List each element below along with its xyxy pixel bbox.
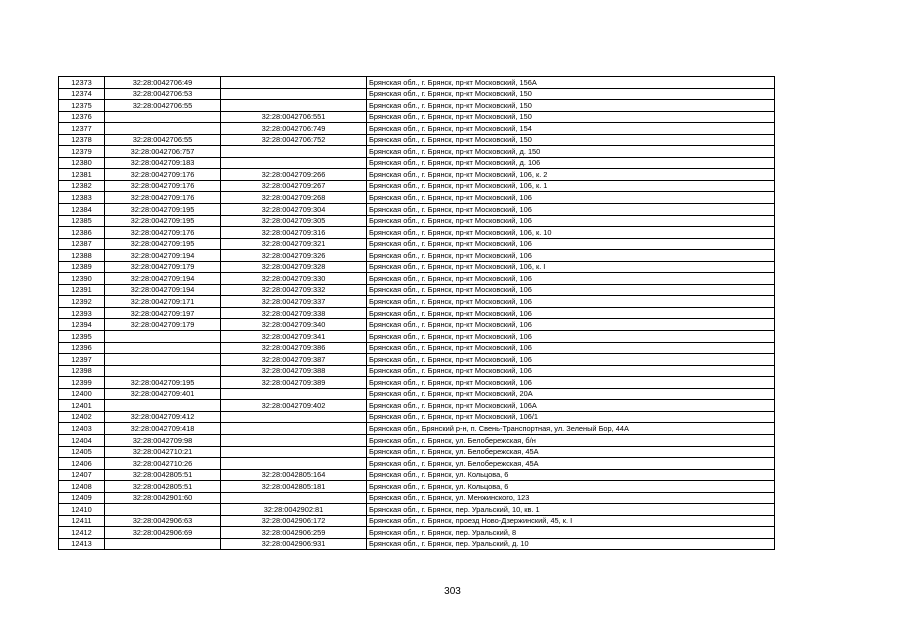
cadastral-number-cell: 32:28:0042709:176 [105,169,221,181]
row-number-cell: 12404 [59,434,105,446]
address-cell: Брянская обл., г. Брянск, пр-кт Московский, 150 [367,100,775,112]
table-row [59,434,775,446]
table-row [59,319,775,331]
cadastral-number-2-cell: 32:28:0042706:752 [221,134,367,146]
address-cell: Брянская обл., г. Брянск, пр-кт Московский, 106 [367,192,775,204]
cadastral-number-2-cell: 32:28:0042709:328 [221,261,367,273]
table-row [59,411,775,423]
cadastral-number-2-cell: 32:28:0042906:259 [221,527,367,539]
cadastral-number-2-cell [221,146,367,158]
cadastral-number-cell [105,111,221,123]
row-number-cell: 12385 [59,215,105,227]
address-cell: Брянская обл., г. Брянск, ул. Белобережская, б/н [367,434,775,446]
table-row [59,515,775,527]
table-row [59,423,775,435]
cadastral-number-cell: 32:28:0042706:55 [105,100,221,112]
cadastral-number-2-cell: 32:28:0042709:316 [221,227,367,239]
table-row [59,400,775,412]
address-cell: Брянская обл., г. Брянск, пер. Уральский, д. 10 [367,538,775,550]
row-number-cell: 12399 [59,377,105,389]
cadastral-number-cell: 32:28:0042706:757 [105,146,221,158]
row-number-cell: 12377 [59,123,105,135]
cadastral-number-2-cell: 32:28:0042709:388 [221,365,367,377]
row-number-cell: 12382 [59,180,105,192]
row-number-cell: 12384 [59,204,105,216]
cadastral-number-2-cell [221,100,367,112]
table-row [59,180,775,192]
cadastral-number-cell: 32:28:0042709:179 [105,319,221,331]
table-row [59,377,775,389]
table-row [59,446,775,458]
cadastral-number-2-cell: 32:28:0042902:81 [221,504,367,516]
address-cell: Брянская обл., г. Брянск, пр-кт Московский, 106 [367,319,775,331]
cadastral-number-cell: 32:28:0042709:98 [105,434,221,446]
cadastral-number-cell: 32:28:0042906:69 [105,527,221,539]
row-number-cell: 12375 [59,100,105,112]
cadastral-number-2-cell [221,492,367,504]
cadastral-number-2-cell: 32:28:0042906:172 [221,515,367,527]
cadastral-number-2-cell [221,446,367,458]
table-row [59,123,775,135]
row-number-cell: 12391 [59,284,105,296]
table-row [59,504,775,516]
cadastral-number-cell: 32:28:0042709:195 [105,204,221,216]
row-number-cell: 12396 [59,342,105,354]
address-cell: Брянская обл., г. Брянск, пр-кт Московский, 154 [367,123,775,135]
address-cell: Брянская обл., г. Брянск, пр-кт Московский, 150 [367,134,775,146]
table-row [59,261,775,273]
address-cell: Брянская обл., г. Брянск, пр-кт Московский, д. 150 [367,146,775,158]
cadastral-number-cell: 32:28:0042709:171 [105,296,221,308]
address-cell: Брянская обл., г. Брянск, пр-кт Московский, 106 [367,238,775,250]
table-row [59,134,775,146]
address-cell: Брянская обл., г. Брянск, пр-кт Московский, 106, к. 2 [367,169,775,181]
address-cell: Брянская обл., г. Брянск, пр-кт Московский, 106 [367,307,775,319]
cadastral-number-2-cell: 32:28:0042709:386 [221,342,367,354]
cadastral-number-2-cell [221,458,367,470]
row-number-cell: 12392 [59,296,105,308]
table-row [59,481,775,493]
table-row [59,354,775,366]
cadastral-number-2-cell [221,411,367,423]
address-cell: Брянская обл., г. Брянск, пр-кт Московский, 20А [367,388,775,400]
row-number-cell: 12388 [59,250,105,262]
cadastral-number-2-cell: 32:28:0042709:338 [221,307,367,319]
row-number-cell: 12389 [59,261,105,273]
address-cell: Брянская обл., г. Брянск, пр-кт Московский, 106 [367,250,775,262]
address-cell: Брянская обл., г. Брянск, пр-кт Московский, д. 106 [367,157,775,169]
row-number-cell: 12387 [59,238,105,250]
cadastral-number-cell: 32:28:0042706:53 [105,88,221,100]
address-cell: Брянская обл., г. Брянск, пр-кт Московский, 106, к. 1 [367,180,775,192]
row-number-cell: 12409 [59,492,105,504]
cadastral-number-cell [105,538,221,550]
cadastral-number-cell: 32:28:0042709:195 [105,215,221,227]
table-row [59,238,775,250]
address-cell: Брянская обл., г. Брянск, пер. Уральский, 10, кв. 1 [367,504,775,516]
page-number: 303 [444,586,461,597]
address-cell: Брянская обл., г. Брянск, ул. Кольцова, 6 [367,469,775,481]
row-number-cell: 12373 [59,77,105,89]
table-row [59,77,775,89]
cadastral-number-cell: 32:28:0042710:26 [105,458,221,470]
cadastral-number-cell: 32:28:0042709:194 [105,250,221,262]
cadastral-number-2-cell: 32:28:0042709:326 [221,250,367,262]
address-cell: Брянская обл., г. Брянск, ул. Белобережская, 45А [367,458,775,470]
cadastral-number-cell: 32:28:0042709:412 [105,411,221,423]
cadastral-number-cell: 32:28:0042709:194 [105,284,221,296]
table-row [59,296,775,308]
row-number-cell: 12401 [59,400,105,412]
table-row [59,215,775,227]
address-cell: Брянская обл., г. Брянск, пр-кт Московский, 106 [367,331,775,343]
cadastral-number-cell [105,123,221,135]
cadastral-number-cell: 32:28:0042805:51 [105,481,221,493]
table-row [59,365,775,377]
row-number-cell: 12407 [59,469,105,481]
table-row [59,284,775,296]
row-number-cell: 12394 [59,319,105,331]
table-row [59,250,775,262]
table-row [59,157,775,169]
cadastral-number-cell: 32:28:0042709:194 [105,273,221,285]
row-number-cell: 12408 [59,481,105,493]
address-cell: Брянская обл., г. Брянск, пр-кт Московский, 106 [367,354,775,366]
table-row [59,192,775,204]
row-number-cell: 12406 [59,458,105,470]
address-cell: Брянская обл., г. Брянск, пр-кт Московский, 150 [367,88,775,100]
cadastral-number-2-cell: 32:28:0042709:268 [221,192,367,204]
row-number-cell: 12398 [59,365,105,377]
cadastral-number-cell: 32:28:0042709:195 [105,238,221,250]
table-row [59,169,775,181]
row-number-cell: 12411 [59,515,105,527]
cadastral-number-2-cell [221,77,367,89]
address-cell: Брянская обл., г. Брянск, пр-кт Московский, 106/1 [367,411,775,423]
row-number-cell: 12403 [59,423,105,435]
table-row [59,492,775,504]
row-number-cell: 12390 [59,273,105,285]
cadastral-number-cell: 32:28:0042709:179 [105,261,221,273]
row-number-cell: 12402 [59,411,105,423]
cadastral-number-2-cell: 32:28:0042709:267 [221,180,367,192]
row-number-cell: 12400 [59,388,105,400]
cadastral-table [58,76,775,550]
address-cell: Брянская обл., г. Брянск, пер. Уральский, 8 [367,527,775,539]
cadastral-number-cell [105,331,221,343]
cadastral-number-cell: 32:28:0042709:418 [105,423,221,435]
cadastral-number-cell: 32:28:0042709:183 [105,157,221,169]
address-cell: Брянская обл., г. Брянск, пр-кт Московский, 106, к. 10 [367,227,775,239]
cadastral-number-2-cell: 32:28:0042709:266 [221,169,367,181]
cadastral-number-cell [105,365,221,377]
address-cell: Брянская обл., г. Брянск, ул. Белобережская, 45А [367,446,775,458]
table-row [59,204,775,216]
cadastral-number-cell [105,504,221,516]
table-row [59,307,775,319]
cadastral-number-2-cell [221,434,367,446]
cadastral-number-cell [105,354,221,366]
cadastral-number-2-cell: 32:28:0042709:337 [221,296,367,308]
row-number-cell: 12412 [59,527,105,539]
cadastral-number-cell: 32:28:0042710:21 [105,446,221,458]
address-cell: Брянская обл., г. Брянск, пр-кт Московский, 106 [367,296,775,308]
cadastral-number-2-cell: 32:28:0042906:931 [221,538,367,550]
row-number-cell: 12381 [59,169,105,181]
cadastral-number-2-cell: 32:28:0042709:387 [221,354,367,366]
cadastral-number-2-cell: 32:28:0042805:164 [221,469,367,481]
address-cell: Брянская обл., г. Брянск, пр-кт Московский, 106, к. I [367,261,775,273]
cadastral-number-cell [105,342,221,354]
row-number-cell: 12393 [59,307,105,319]
cadastral-number-2-cell: 32:28:0042709:402 [221,400,367,412]
table-row [59,469,775,481]
cadastral-number-2-cell: 32:28:0042709:321 [221,238,367,250]
cadastral-number-2-cell [221,388,367,400]
address-cell: Брянская обл., г. Брянск, пр-кт Московский, 156А [367,77,775,89]
table-row [59,273,775,285]
row-number-cell: 12386 [59,227,105,239]
cadastral-number-cell: 32:28:0042709:195 [105,377,221,389]
row-number-cell: 12380 [59,157,105,169]
address-cell: Брянская обл., г. Брянск, пр-кт Московский, 106 [367,284,775,296]
row-number-cell: 12395 [59,331,105,343]
cadastral-number-2-cell: 32:28:0042709:332 [221,284,367,296]
address-cell: Брянская обл., г. Брянск, ул. Кольцова, 6 [367,481,775,493]
row-number-cell: 12410 [59,504,105,516]
table-row [59,538,775,550]
table-row [59,100,775,112]
cadastral-number-2-cell [221,423,367,435]
cadastral-number-cell: 32:28:0042709:197 [105,307,221,319]
cadastral-table-body [59,77,775,550]
cadastral-number-cell: 32:28:0042709:401 [105,388,221,400]
table-row [59,388,775,400]
table-row [59,111,775,123]
row-number-cell: 12379 [59,146,105,158]
cadastral-number-2-cell: 32:28:0042709:330 [221,273,367,285]
table-row [59,458,775,470]
cadastral-number-cell: 32:28:0042706:55 [105,134,221,146]
cadastral-number-2-cell [221,157,367,169]
row-number-cell: 12405 [59,446,105,458]
table-row [59,342,775,354]
row-number-cell: 12376 [59,111,105,123]
row-number-cell: 12378 [59,134,105,146]
address-cell: Брянская обл., г. Брянск, пр-кт Московский, 106 [367,204,775,216]
cadastral-number-cell: 32:28:0042906:63 [105,515,221,527]
address-cell: Брянская обл., г. Брянск, пр-кт Московский, 106А [367,400,775,412]
address-cell: Брянская обл., г. Брянск, пр-кт Московский, 106 [367,342,775,354]
table-row [59,146,775,158]
address-cell: Брянская обл., Брянский р-н, п. Свень-Транспортная, ул. Зеленый Бор, 44А [367,423,775,435]
table-row [59,527,775,539]
cadastral-number-cell: 32:28:0042901:60 [105,492,221,504]
cadastral-number-cell: 32:28:0042805:51 [105,469,221,481]
cadastral-number-cell: 32:28:0042709:176 [105,192,221,204]
row-number-cell: 12397 [59,354,105,366]
cadastral-number-cell [105,400,221,412]
row-number-cell: 12383 [59,192,105,204]
cadastral-number-2-cell: 32:28:0042709:389 [221,377,367,389]
address-cell: Брянская обл., г. Брянск, пр-кт Московский, 106 [367,215,775,227]
cadastral-number-2-cell: 32:28:0042709:340 [221,319,367,331]
cadastral-number-cell: 32:28:0042706:49 [105,77,221,89]
cadastral-number-2-cell: 32:28:0042709:341 [221,331,367,343]
cadastral-number-cell: 32:28:0042709:176 [105,227,221,239]
table-row [59,331,775,343]
address-cell: Брянская обл., г. Брянск, проезд Ново-Дзержинский, 45, к. I [367,515,775,527]
row-number-cell: 12374 [59,88,105,100]
cadastral-number-2-cell: 32:28:0042709:304 [221,204,367,216]
cadastral-number-2-cell: 32:28:0042709:305 [221,215,367,227]
cadastral-number-cell: 32:28:0042709:176 [105,180,221,192]
address-cell: Брянская обл., г. Брянск, пр-кт Московский, 106 [367,273,775,285]
address-cell: Брянская обл., г. Брянск, пр-кт Московский, 150 [367,111,775,123]
row-number-cell: 12413 [59,538,105,550]
address-cell: Брянская обл., г. Брянск, пр-кт Московский, 106 [367,377,775,389]
table-row [59,88,775,100]
address-cell: Брянская обл., г. Брянск, пр-кт Московский, 106 [367,365,775,377]
table-row [59,227,775,239]
cadastral-number-2-cell: 32:28:0042706:551 [221,111,367,123]
cadastral-number-2-cell: 32:28:0042706:749 [221,123,367,135]
address-cell: Брянская обл., г. Брянск, ул. Менжинского, 123 [367,492,775,504]
cadastral-number-2-cell: 32:28:0042805:181 [221,481,367,493]
cadastral-number-2-cell [221,88,367,100]
